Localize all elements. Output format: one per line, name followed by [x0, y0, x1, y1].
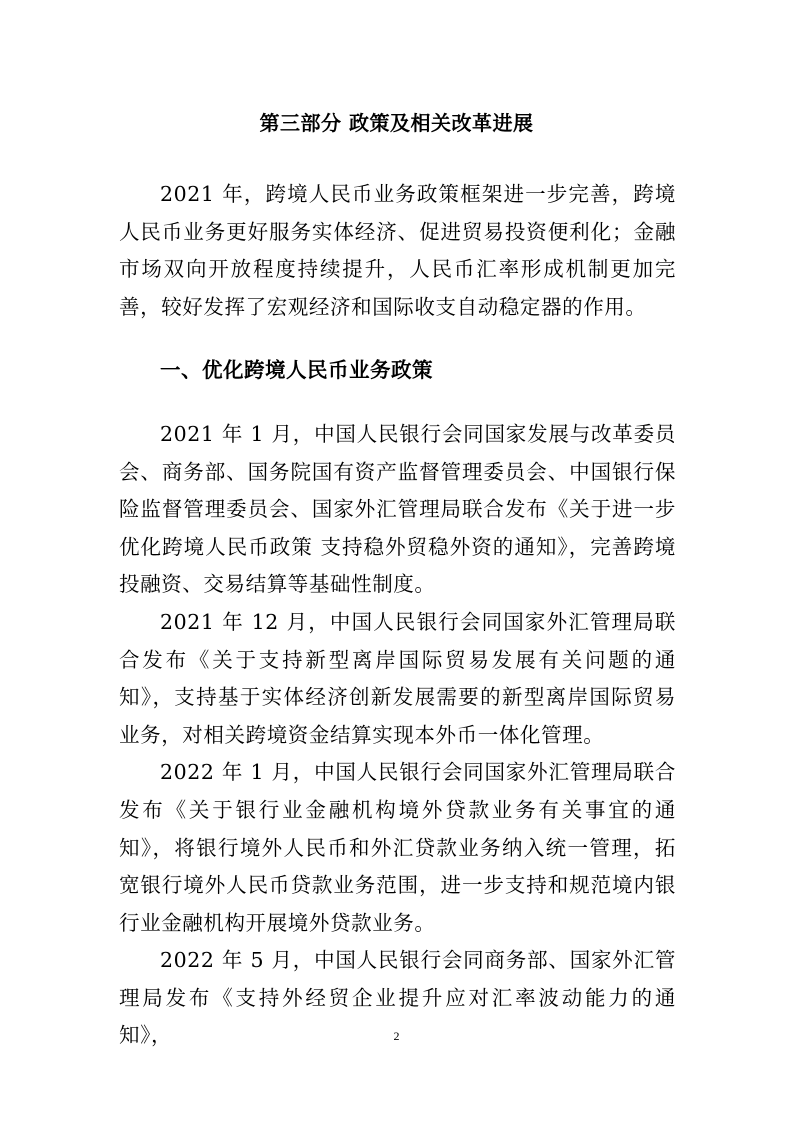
- page-title: 第三部分 政策及相关改革进展: [259, 111, 534, 135]
- paragraph-may-2022: 2022 年 5 月，中国人民银行会同商务部、国家外汇管理局发布《支持外经贸企业提升应对汇率波动能力的通知》，: [119, 948, 676, 1048]
- paragraph-jan-2021: 2021 年 1 月，中国人民银行会同国家发展与改革委员会、商务部、国务院国有资产监督管理委员会、中国银行保险监督管理委员会、国家外汇管理局联合发布《关于进一步优化跨境人民币政策 支持稳外贸稳外资的通知》，完善跨境投融资、交易结算等基础性制度。: [119, 421, 676, 597]
- document-body: [119, 176, 676, 1055]
- intro-paragraph: 2021 年，跨境人民币业务政策框架进一步完善，跨境人民币业务更好服务实体经济、促进贸易投资便利化；金融市场双向开放程度持续提升，人民币汇率形成机制更加完善，较好发挥了宏观经济和国际收支自动稳定器的作用。: [119, 182, 676, 319]
- paragraph-jan-2022: 2022 年 1 月，中国人民银行会同国家外汇管理局联合发布《关于银行业金融机构境外贷款业务有关事宜的通知》，将银行境外人民币和外汇贷款业务纳入统一管理，拓宽银行境外人民币贷款业务范围，进一步支持和规范境内银行业金融机构开展境外贷款业务。: [119, 760, 676, 935]
- page-number: 2: [393, 1029, 400, 1043]
- section-heading: 一、优化跨境人民币业务政策: [160, 358, 433, 383]
- paragraph-dec-2021: 2021 年 12 月，中国人民银行会同国家外汇管理局联合发布《关于支持新型离岸国际贸易发展有关问题的通知》，支持基于实体经济创新发展需要的新型离岸国际贸易业务，对相关跨境资金结算实现本外币一体化管理。: [119, 609, 676, 747]
